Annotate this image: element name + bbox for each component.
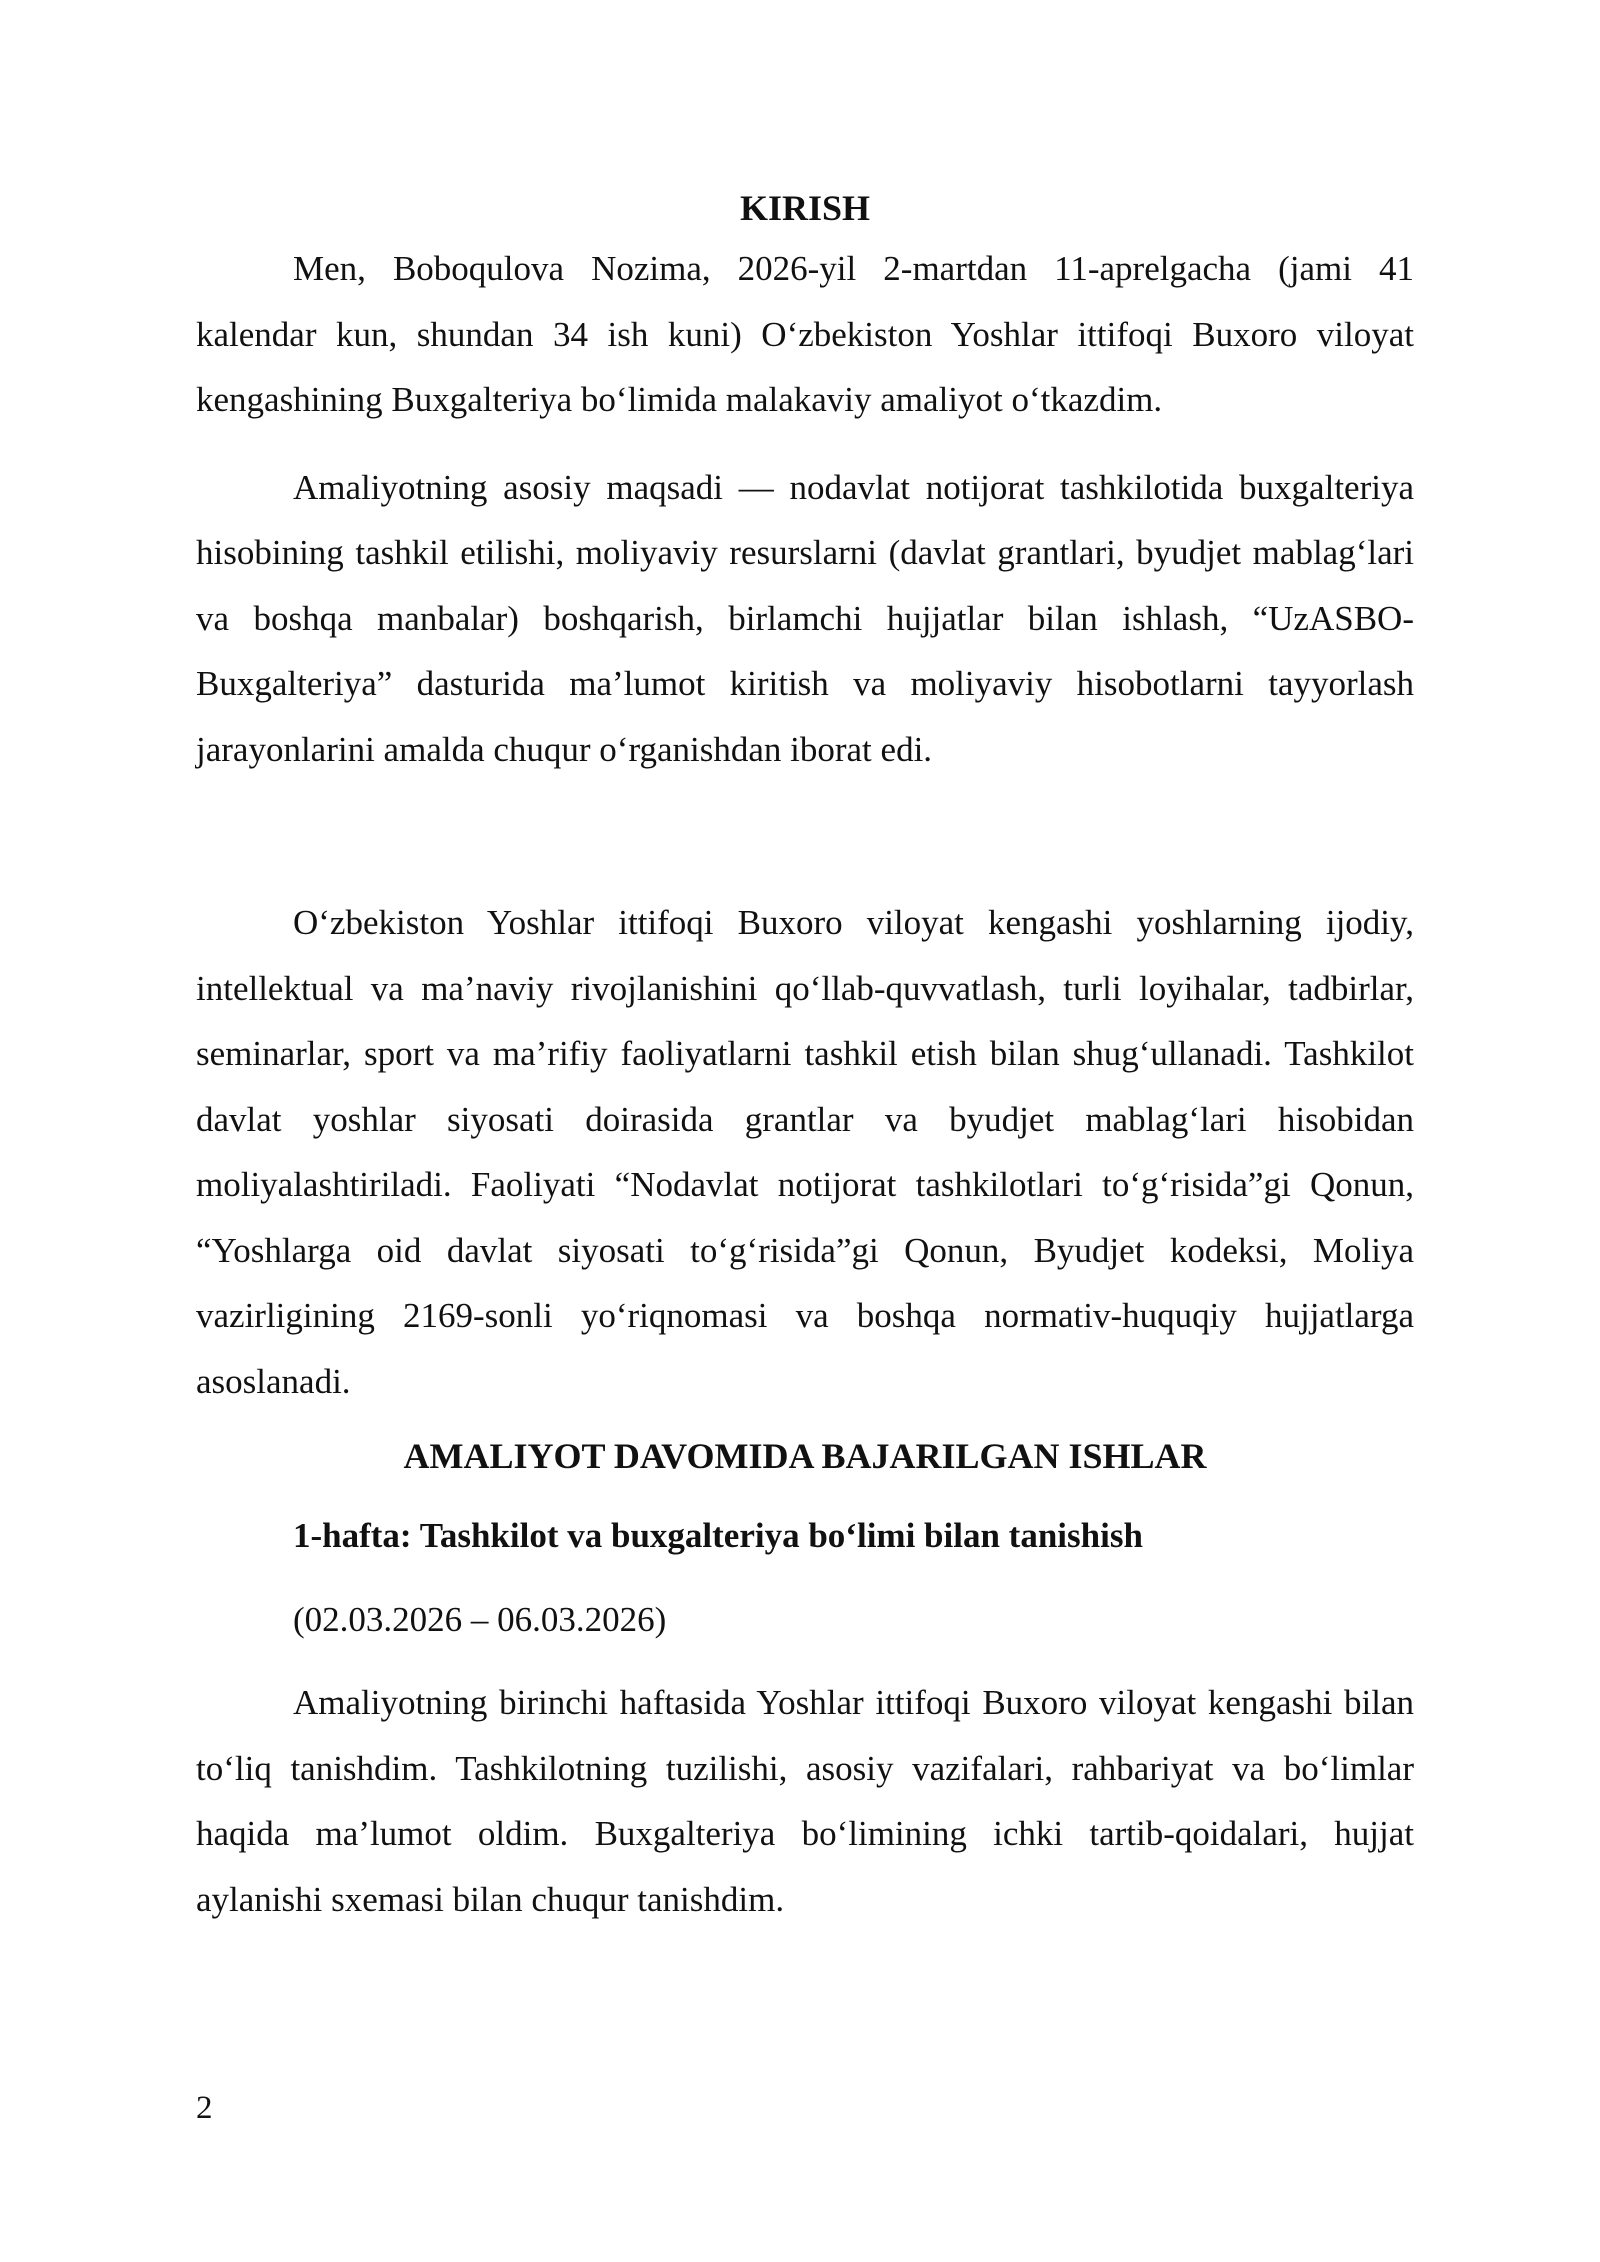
week1-title: 1-hafta: Tashkilot va buxgalteriya bo‘limi bilan tanishish xyxy=(293,1516,1143,1555)
week1-dates: (02.03.2026 – 06.03.2026) xyxy=(293,1600,667,1639)
section-heading-intro: KIRISH xyxy=(739,188,871,228)
week1-paragraph: Amaliyotning birinchi haftasida Yoshlar ittifoqi Buxoro viloyat kengashi bilan to‘liq tanishdim. Tashkilotning tuzilishi, asosiy vazifalari, rahbariyat va bo‘limlar haqida ma’lumot oldim. Buxgalteriya bo‘limining ichki tartib-qoidalari, hujjat aylanishi sxemasi bilan chuqur tanishdim. xyxy=(196,1683,1414,1919)
section-heading-works: AMALIYOT DAVOMIDA BAJARILGAN ISHLAR xyxy=(403,1436,1207,1476)
page-content xyxy=(196,188,1414,1932)
intro-paragraph-2: Amaliyotning asosiy maqsadi — nodavlat notijorat tashkilotida buxgalteriya hisobining tashkil etilishi, moliyaviy resurslarni (davlat grantlari, byudjet mablag‘lari va boshqa manbalar) boshqarish, birlamchi hujjatlar bilan ishlash, “UzASBO-Buxgalteriya” dasturida ma’lumot kiritish va moliyaviy hisobotlarni tayyorlash jarayonlarini amalda chuqur o‘rganishdan iborat edi. xyxy=(196,467,1414,769)
page-number: 2 xyxy=(196,2090,213,2126)
intro-paragraph-1: Men, Boboqulova Nozima, 2026-yil 2-martdan 11-aprelgacha (jami 41 kalendar kun, shundan 34 ish kuni) O‘zbekiston Yoshlar ittifoqi Buxoro viloyat kengashining Buxgalteriya bo‘limida malakaviy amaliyot o‘tkazdim. xyxy=(196,249,1414,419)
intro-paragraph-3: O‘zbekiston Yoshlar ittifoqi Buxoro viloyat kengashi yoshlarning ijodiy, intellektual va ma’naviy rivojlanishini qo‘llab-quvvatlash, turli loyihalar, tadbirlar, seminarlar, sport va ma’rifiy faoliyatlarni tashkil etish bilan shug‘ullanadi. Tashkilot davlat yoshlar siyosati doirasida grantlar va byudjet mablag‘lari hisobidan moliyalashtiriladi. Faoliyati “Nodavlat notijorat tashkilotlari to‘g‘risida”gi Qonun, “Yoshlarga oid davlat siyosati to‘g‘risida”gi Qonun, Byudjet kodeksi, Moliya vazirligining 2169-sonli yo‘riqnomasi va boshqa normativ-huquqiy hujjatlarga asoslanadi. xyxy=(196,903,1414,1401)
